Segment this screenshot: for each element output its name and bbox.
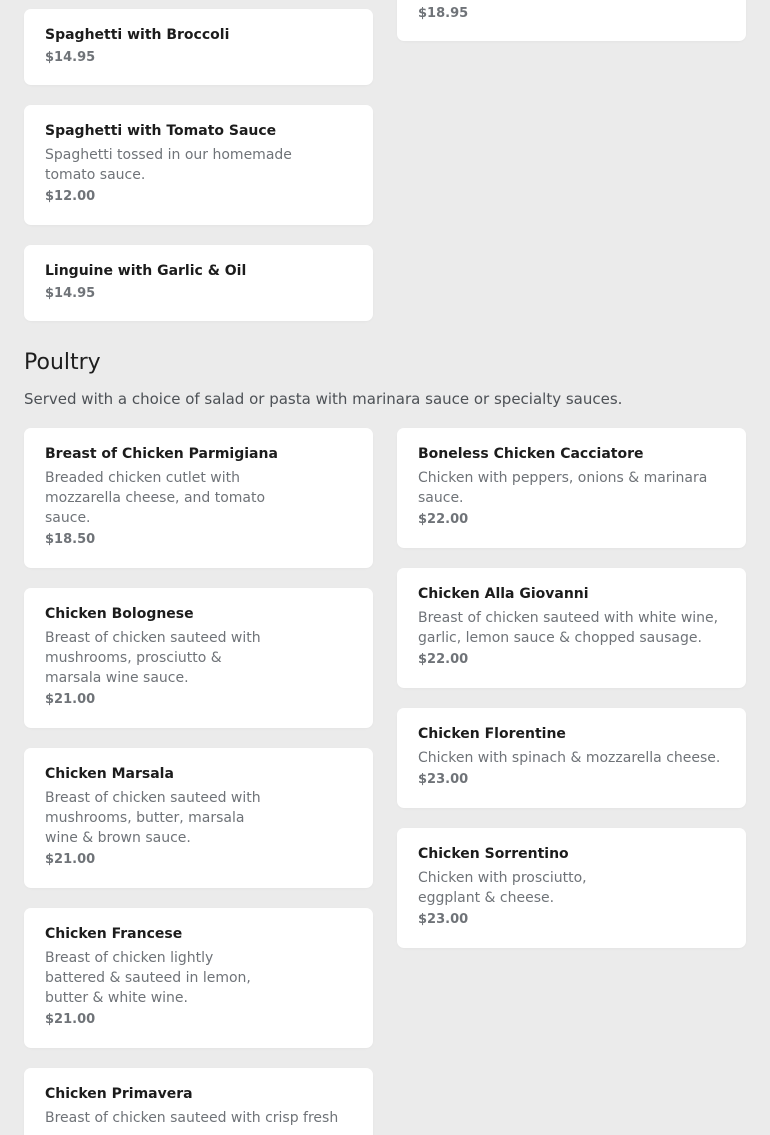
menu-item-card[interactable] [24, 105, 373, 225]
item-description: Breaded chicken cutlet with mozzarella cheese, and tomato sauce. [45, 470, 266, 526]
item-name: Breast of Chicken Parmigiana [45, 446, 278, 462]
item-price: $21.00 [45, 852, 96, 867]
section-description: Served with a choice of salad or pasta with marinara sauce or specialty sauces. [24, 390, 623, 408]
item-price: $14.95 [45, 50, 96, 65]
item-name: Linguine with Garlic & Oil [45, 263, 247, 279]
menu-item-card[interactable] [24, 908, 373, 1048]
item-description: Chicken with peppers, onions & marinara sauce. [418, 470, 708, 506]
item-price: $12.00 [45, 189, 96, 204]
item-description: Breast of chicken sauteed with white wine, garlic, lemon sauce & chopped sausage. [418, 610, 719, 646]
item-name: Boneless Chicken Cacciatore [418, 446, 644, 462]
menu-item-card[interactable] [24, 1068, 373, 1135]
item-name: Chicken Alla Giovanni [418, 586, 589, 602]
item-description: Breast of chicken sauteed with mushrooms, prosciutto & marsala wine sauce. [45, 630, 261, 686]
menu-item-card[interactable] [24, 245, 373, 321]
item-price: $21.00 [45, 1012, 96, 1027]
item-price: $22.00 [418, 512, 469, 527]
menu-item-card[interactable] [24, 9, 373, 85]
item-name: Spaghetti with Tomato Sauce [45, 123, 277, 139]
item-description: Breast of chicken sauteed with crisp fresh [45, 1110, 339, 1126]
item-description: Breast of chicken lightly battered & sauteed in lemon, butter & white wine. [45, 950, 251, 1006]
item-description: Chicken with spinach & mozzarella cheese. [418, 750, 721, 766]
menu-item-card[interactable] [397, 428, 746, 548]
item-description: Spaghetti tossed in our homemade tomato sauce. [45, 147, 292, 183]
item-price: $18.50 [45, 532, 96, 547]
item-description: Chicken with prosciutto, eggplant & cheese. [418, 870, 587, 906]
item-description: Breast of chicken sauteed with mushrooms, butter, marsala wine & brown sauce. [45, 790, 261, 846]
item-price: $22.00 [418, 652, 469, 667]
item-name: Spaghetti with Broccoli [45, 27, 230, 43]
item-name: Chicken Florentine [418, 726, 566, 742]
menu-item-card[interactable] [397, 708, 746, 808]
menu-item-card[interactable] [24, 428, 373, 568]
item-name: Chicken Bolognese [45, 606, 194, 622]
menu-item-card[interactable] [397, 828, 746, 948]
item-name: Chicken Marsala [45, 766, 174, 782]
section-title: Poultry [24, 350, 101, 375]
item-price: $14.95 [45, 286, 96, 301]
menu-item-card[interactable] [24, 588, 373, 728]
item-price: $21.00 [45, 692, 96, 707]
item-price: $23.00 [418, 912, 469, 927]
menu-item-card[interactable] [397, 0, 746, 41]
menu-item-card[interactable] [24, 748, 373, 888]
item-name: Chicken Primavera [45, 1086, 193, 1102]
item-name: Chicken Sorrentino [418, 846, 569, 862]
item-name: Chicken Francese [45, 926, 183, 942]
item-price: $23.00 [418, 772, 469, 787]
menu-item-card[interactable] [397, 568, 746, 688]
item-price: $18.95 [418, 6, 469, 21]
